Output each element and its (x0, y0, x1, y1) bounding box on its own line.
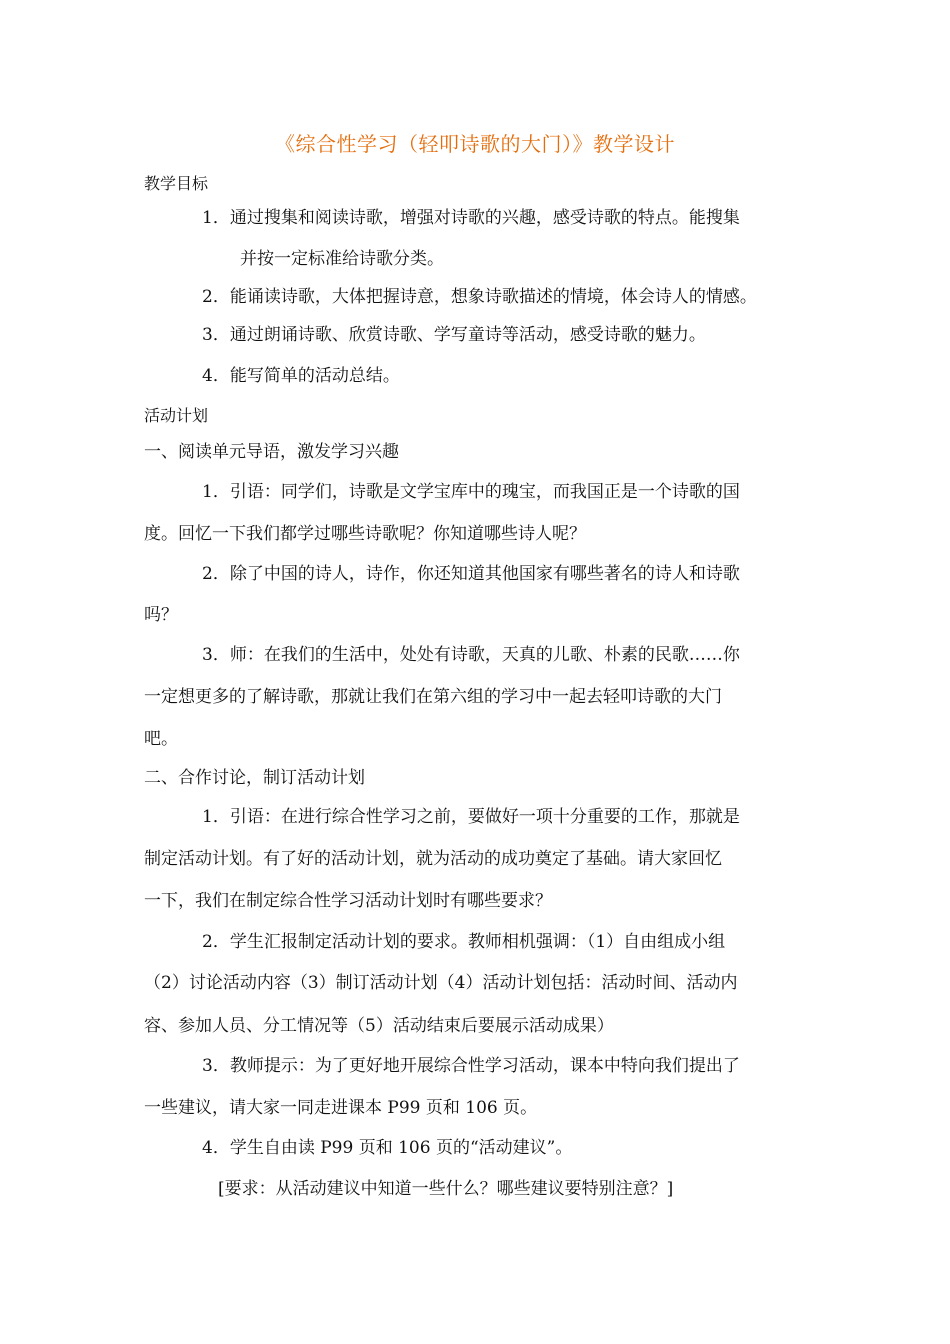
goals-line: 2．能诵读诗歌，大体把握诗意，想象诗歌描述的情境，体会诗人的情感。 (202, 287, 757, 307)
goals-line: 3．通过朗诵诗歌、欣赏诗歌、学写童诗等活动，感受诗歌的魅力。 (202, 325, 706, 345)
section2-line: 1．引语：在进行综合性学习之前，要做好一项十分重要的工作，那就是 (202, 807, 740, 827)
section2-line: 3．教师提示：为了更好地开展综合性学习活动，课本中特向我们提出了 (202, 1056, 740, 1076)
section1-line: 一定想更多的了解诗歌，那就让我们在第六组的学习中一起去轻叩诗歌的大门 (144, 687, 722, 707)
section2-line: 2．学生汇报制定活动计划的要求。教师相机强调：（1）自由组成小组 (202, 932, 726, 952)
section1-line: 吧。 (144, 729, 178, 749)
section1-heading: 一、阅读单元导语，激发学习兴趣 (144, 442, 399, 462)
section2-line: 一下，我们在制定综合性学习活动计划时有哪些要求？ (144, 891, 552, 911)
section2-line: （2）讨论活动内容（3）制订活动计划（4）活动计划包括：活动时间、活动内 (144, 973, 738, 993)
section1-line: 3．师：在我们的生活中，处处有诗歌，天真的儿歌、朴素的民歌……你 (202, 645, 740, 665)
section1-line: 吗？ (144, 605, 178, 625)
section1-line: 1．引语：同学们，诗歌是文学宝库中的瑰宝，而我国正是一个诗歌的国 (202, 482, 740, 502)
plan-heading: 活动计划 (144, 406, 209, 425)
section2-line: 4．学生自由读 P99 页和 106 页的“活动建议”。 (202, 1138, 573, 1158)
goals-heading: 教学目标 (144, 174, 209, 193)
section2-line: 容、参加人员、分工情况等（5）活动结束后要展示活动成果） (144, 1016, 614, 1036)
section2-line: 一些建议，请大家一同走进课本 P99 页和 106 页。 (144, 1098, 538, 1118)
section2-line: [要求：从活动建议中知道一些什么？哪些建议要特别注意？] (218, 1179, 674, 1199)
section1-line: 度。回忆一下我们都学过哪些诗歌呢？你知道哪些诗人呢？ (144, 524, 586, 544)
section2-heading: 二、合作讨论，制订活动计划 (144, 768, 365, 788)
section1-line: 2．除了中国的诗人，诗作，你还知道其他国家有哪些著名的诗人和诗歌 (202, 564, 740, 584)
document-title: 《综合性学习（轻叩诗歌的大门）》教学设计 (275, 132, 675, 156)
goals-line: 并按一定标准给诗歌分类。 (240, 249, 444, 269)
goals-line: 4．能写简单的活动总结。 (202, 366, 400, 386)
goals-line: 1．通过搜集和阅读诗歌，增强对诗歌的兴趣，感受诗歌的特点。能搜集 (202, 208, 740, 228)
section2-line: 制定活动计划。有了好的活动计划，就为活动的成功奠定了基础。请大家回忆 (144, 849, 722, 869)
